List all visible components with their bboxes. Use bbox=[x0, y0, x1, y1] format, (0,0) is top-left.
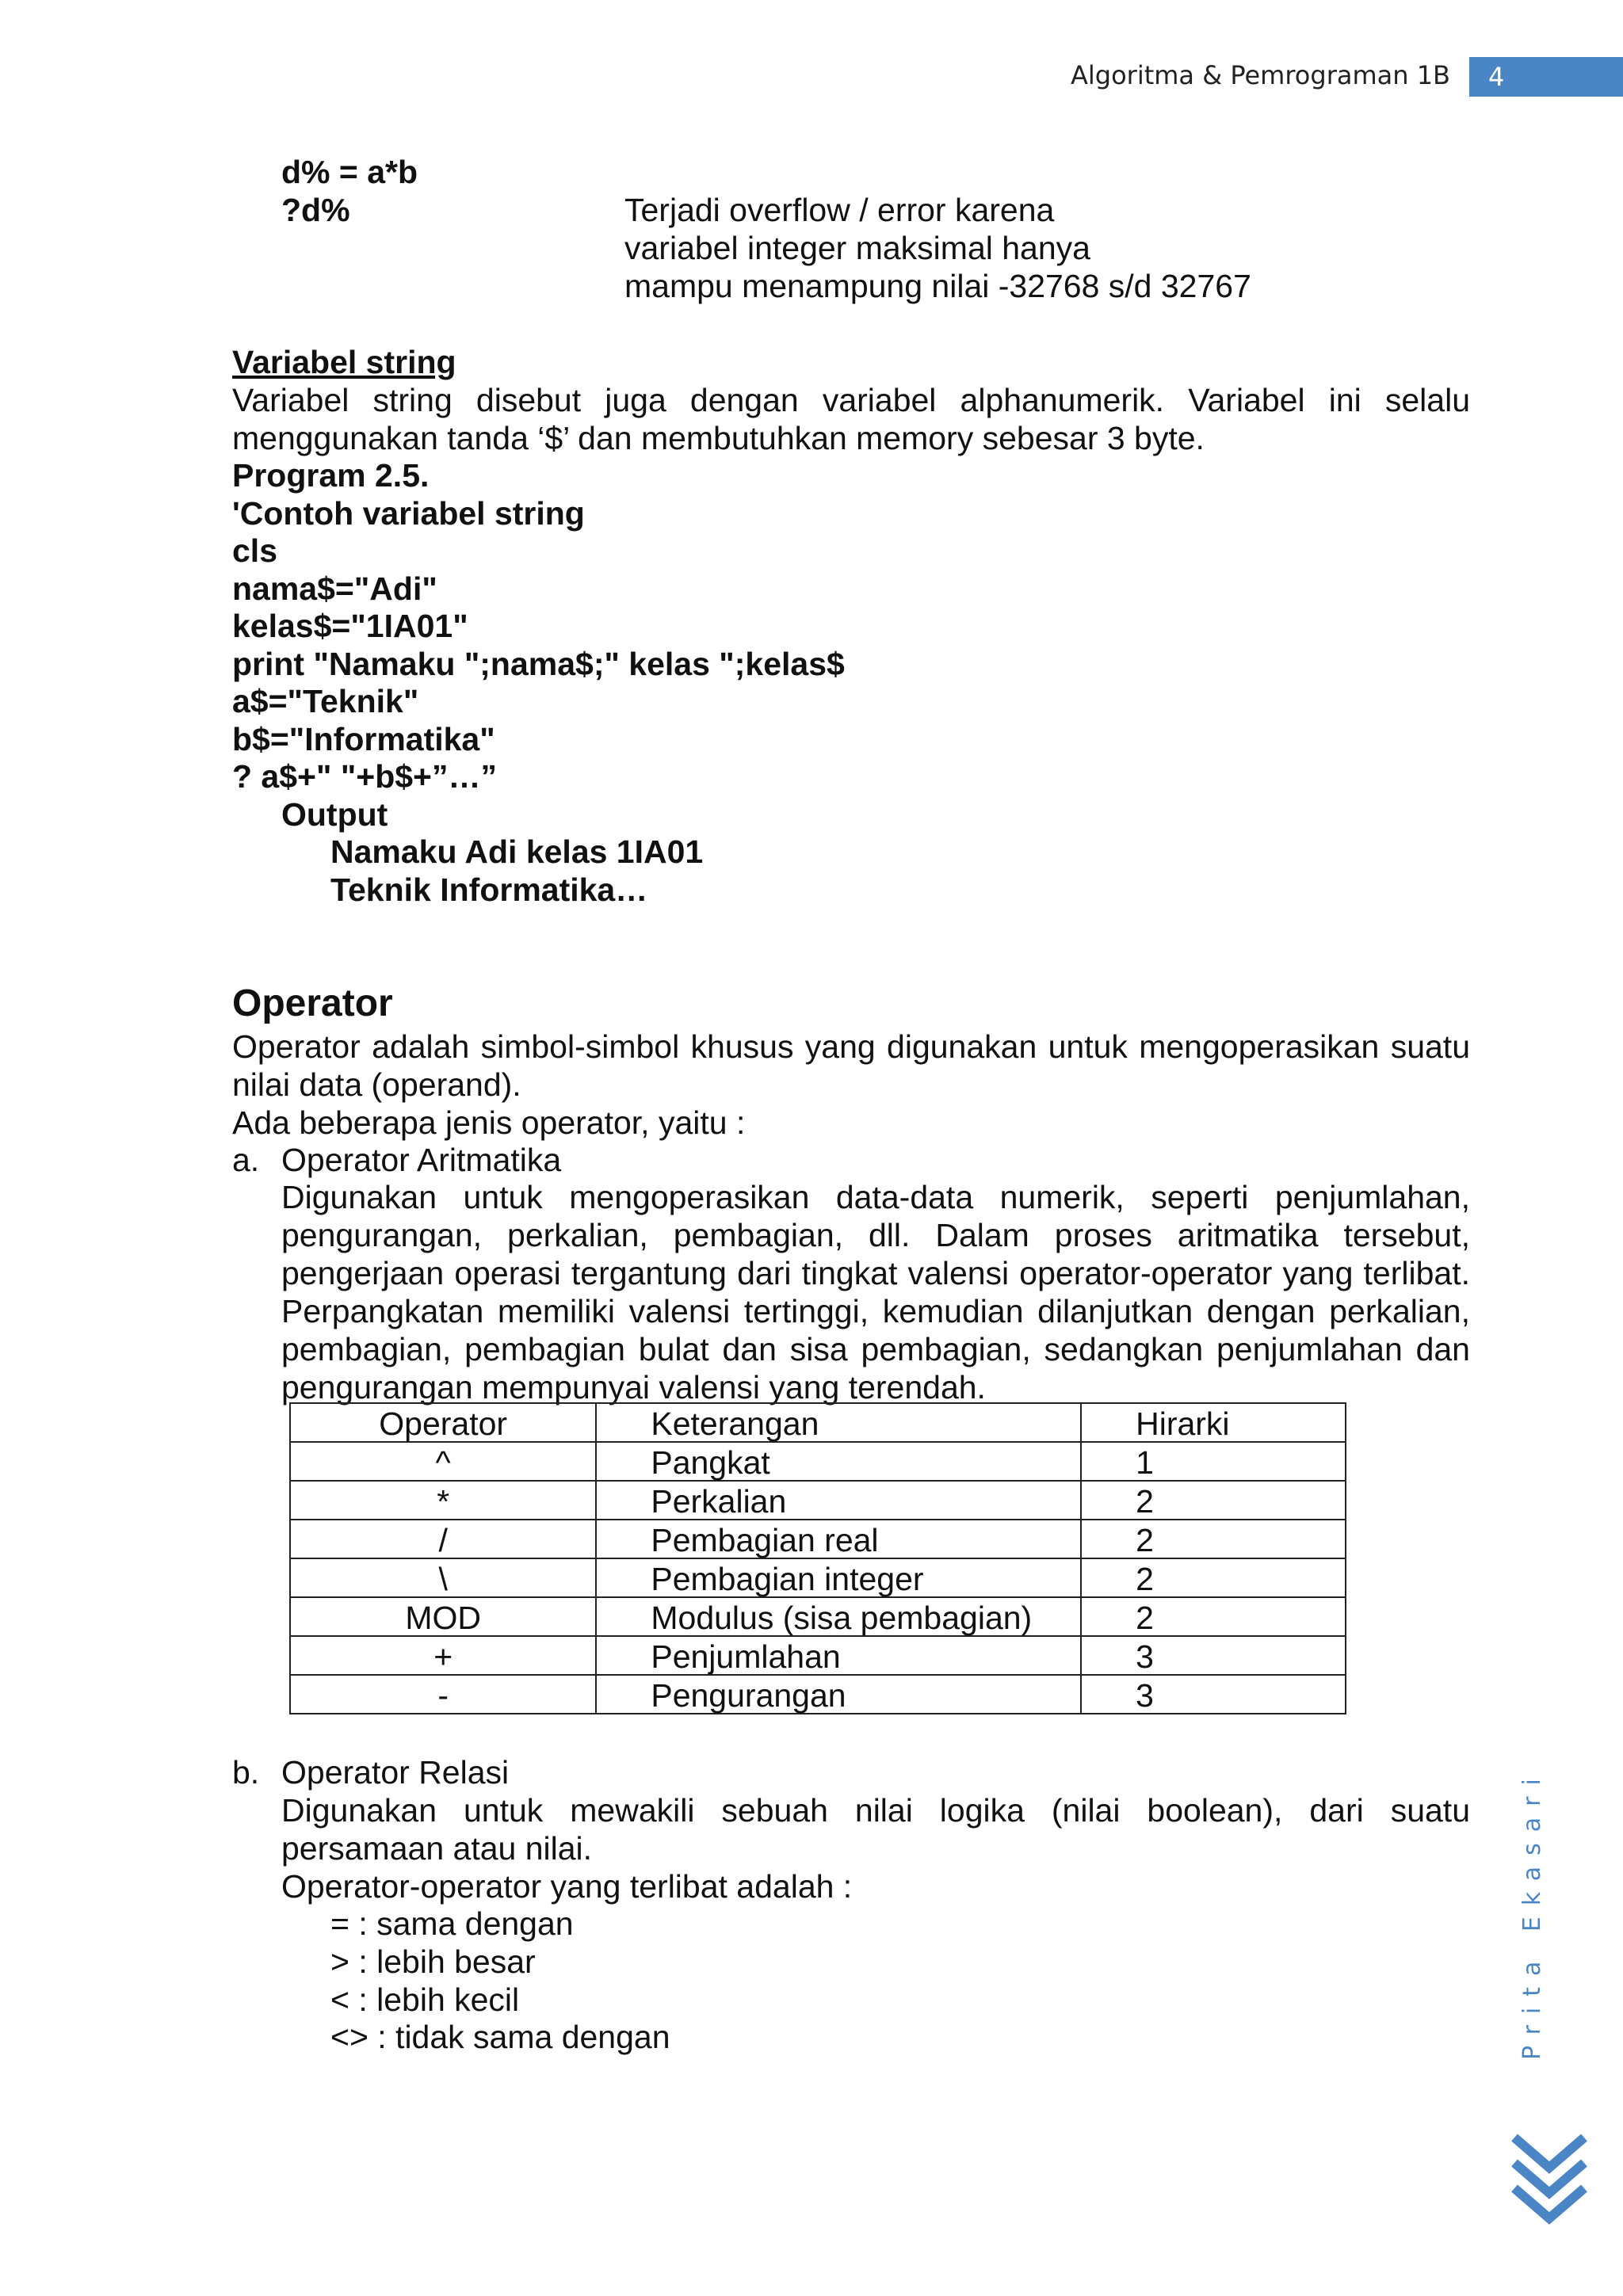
table-cell: 2 bbox=[1081, 1597, 1346, 1636]
relation-item: < : lebih kecil bbox=[330, 1981, 520, 2018]
table-cell: 3 bbox=[1081, 1636, 1346, 1675]
code-line: ? a$+" "+b$+”…” bbox=[232, 758, 497, 795]
section-heading: Operator bbox=[232, 982, 393, 1024]
list-marker: a. bbox=[232, 1142, 260, 1178]
table-cell: Perkalian bbox=[596, 1481, 1081, 1520]
code-line: d% = a*b bbox=[281, 154, 418, 190]
table-cell: / bbox=[290, 1520, 596, 1558]
table-row bbox=[290, 1558, 1346, 1597]
operator-table bbox=[289, 1402, 1346, 1714]
list-marker: b. bbox=[232, 1754, 260, 1791]
code-line: cls bbox=[232, 532, 277, 569]
code-line: ?d% bbox=[281, 192, 350, 228]
header-title: Algoritma & Pemrograman 1B bbox=[1070, 60, 1450, 90]
paragraph: Digunakan untuk mengoperasikan data-data numerik, seperti penjumlahan, pengurangan, perkalian, pembagian, dll. Dalam proses aritmatika tersebut, pengerjaan operasi tergantung dari tingkat valensi operator-operator yang terlibat. Perpangkatan memiliki valensi tertinggi, kemudian dilanjutkan dengan perkalian, pembagian, pembagian bulat dan sisa pembagian, sedangkan penjumlahan dan pengurangan mempunyai valensi yang terendah. bbox=[281, 1179, 1470, 1405]
table-cell: 2 bbox=[1081, 1520, 1346, 1558]
output-label: Output bbox=[281, 796, 388, 833]
table-row bbox=[290, 1481, 1346, 1520]
table-cell: ^ bbox=[290, 1442, 596, 1481]
output-line: Namaku Adi kelas 1IA01 bbox=[330, 833, 704, 870]
table-cell: * bbox=[290, 1481, 596, 1520]
table-cell: Pengurangan bbox=[596, 1675, 1081, 1714]
table-cell: 2 bbox=[1081, 1481, 1346, 1520]
output-line: Teknik Informatika… bbox=[330, 871, 648, 908]
table-row bbox=[290, 1597, 1346, 1636]
section-heading: Variabel string bbox=[232, 344, 456, 380]
table-cell: Pangkat bbox=[596, 1442, 1081, 1481]
code-line: 'Contoh variabel string bbox=[232, 495, 585, 532]
code-comment: mampu menampung nilai -32768 s/d 32767 bbox=[624, 268, 1251, 304]
paragraph: Digunakan untuk mewakili sebuah nilai logika (nilai boolean), dari suatu persamaan atau nilai. bbox=[281, 1792, 1470, 1867]
table-cell: Pembagian real bbox=[596, 1520, 1081, 1558]
relation-item: > : lebih besar bbox=[330, 1943, 536, 1980]
table-cell: + bbox=[290, 1636, 596, 1675]
code-line: kelas$="1IA01" bbox=[232, 608, 468, 644]
table-cell: 2 bbox=[1081, 1558, 1346, 1597]
table-header-cell: Hirarki bbox=[1081, 1403, 1346, 1442]
sidebar-author: Prita Ekasari bbox=[1518, 1768, 1546, 2060]
table-cell: Modulus (sisa pembagian) bbox=[596, 1597, 1081, 1636]
paragraph: Operator adalah simbol-simbol khusus yang digunakan untuk mengoperasikan suatu nilai data (operand). bbox=[232, 1028, 1470, 1103]
table-cell: Penjumlahan bbox=[596, 1636, 1081, 1675]
table-row bbox=[290, 1636, 1346, 1675]
table-row bbox=[290, 1520, 1346, 1558]
list-item-title: Operator Aritmatika bbox=[281, 1142, 562, 1178]
paragraph: Operator-operator yang terlibat adalah : bbox=[281, 1868, 853, 1905]
paragraph: Variabel string disebut juga dengan variabel alphanumerik. Variabel ini selalu menggunakan tanda ‘$’ dan membutuhkan memory sebesar 3 byte. bbox=[232, 382, 1470, 456]
table-cell: 1 bbox=[1081, 1442, 1346, 1481]
code-line: a$="Teknik" bbox=[232, 683, 419, 719]
table-header-cell: Keterangan bbox=[596, 1403, 1081, 1442]
table-header-row bbox=[290, 1403, 1346, 1442]
code-line: print "Namaku ";nama$;" kelas ";kelas$ bbox=[232, 646, 845, 682]
table-header-cell: Operator bbox=[290, 1403, 596, 1442]
table-cell: Pembagian integer bbox=[596, 1558, 1081, 1597]
table-row bbox=[290, 1675, 1346, 1714]
table-cell: - bbox=[290, 1675, 596, 1714]
table-cell: \ bbox=[290, 1558, 596, 1597]
list-item-title: Operator Relasi bbox=[281, 1754, 510, 1791]
code-comment: variabel integer maksimal hanya bbox=[624, 230, 1090, 266]
relation-item: <> : tidak sama dengan bbox=[330, 2019, 670, 2055]
relation-item: = : sama dengan bbox=[330, 1905, 574, 1942]
table-cell: 3 bbox=[1081, 1675, 1346, 1714]
table-cell: MOD bbox=[290, 1597, 596, 1636]
program-title: Program 2.5. bbox=[232, 457, 430, 494]
paragraph: Ada beberapa jenis operator, yaitu : bbox=[232, 1104, 746, 1141]
page-number: 4 bbox=[1488, 62, 1505, 92]
code-comment: Terjadi overflow / error karena bbox=[624, 192, 1055, 228]
code-line: nama$="Adi" bbox=[232, 570, 437, 607]
chevron-double-down-icon bbox=[1510, 2131, 1589, 2236]
code-line: b$="Informatika" bbox=[232, 721, 495, 757]
table-row bbox=[290, 1442, 1346, 1481]
